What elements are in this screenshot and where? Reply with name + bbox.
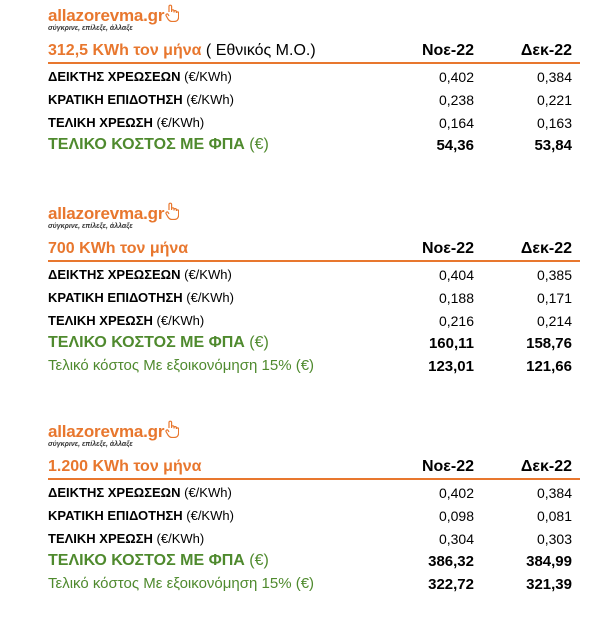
- value-nov: 0,098: [438, 508, 474, 524]
- value-dec: 384,99: [526, 553, 572, 570]
- row-label: gr: [147, 422, 165, 441]
- pointing-hand-icon: [165, 202, 179, 225]
- value-nov: 0,304: [438, 531, 474, 547]
- row-label: ΤΕΛΙΚΗ ΧΡΕΩΣΗ: [48, 313, 153, 328]
- savings-row: [48, 354, 580, 377]
- row-label: σύγκρινε, επίλεξε, άλλαξε: [48, 441, 133, 448]
- value-dec: 321,39: [526, 576, 572, 593]
- table-row: [48, 308, 580, 331]
- table-header: [48, 238, 580, 262]
- logo: allazorevma.gr σύγκρινε, επίλεξε, άλλαξε: [48, 6, 580, 40]
- value-nov: 0,404: [438, 267, 474, 283]
- value-nov: 0,216: [438, 313, 474, 329]
- row-unit: (€/KWh): [156, 313, 205, 328]
- logo: allazorevma.gr σύγκρινε, επίλεξε, άλλαξε: [48, 422, 580, 456]
- value-dec: 0,384: [536, 69, 572, 85]
- table-title: [48, 42, 316, 60]
- row-unit: (€/KWh): [184, 485, 232, 500]
- table-header: [48, 456, 580, 480]
- value-dec: 0,385: [536, 267, 572, 283]
- value-dec: 0,384: [536, 485, 572, 501]
- row-label: gr: [147, 204, 165, 223]
- row-label: 312,5 KWh τον μήνα: [48, 42, 202, 59]
- value-dec: 0,221: [536, 92, 572, 108]
- value-dec: 0,171: [536, 290, 572, 306]
- value-nov: 386,32: [428, 553, 474, 570]
- value-nov: 0,238: [438, 92, 474, 108]
- table-row: [48, 262, 580, 285]
- total-row: [48, 549, 580, 572]
- value-dec: 0,214: [536, 313, 572, 329]
- value-nov: 0,164: [438, 115, 474, 131]
- table-block-1: [48, 6, 580, 156]
- value-dec: 121,66: [526, 358, 572, 375]
- row-unit: (€): [244, 136, 269, 153]
- value-nov: 322,72: [428, 576, 474, 593]
- logo-brand: allazorevma: [48, 6, 144, 25]
- row-unit: (€): [244, 552, 269, 569]
- row-label: ΚΡΑΤΙΚΗ ΕΠΙΔΟΤΗΣΗ: [48, 508, 183, 523]
- value-dec: 0,081: [536, 508, 572, 524]
- logo-tld: gr: [147, 6, 165, 25]
- row-unit: (€): [244, 334, 269, 351]
- row-label: ΔΕΙΚΤΗΣ ΧΡΕΩΣΕΩΝ: [48, 69, 181, 84]
- table-title: 700 KWh τον μήνα: [48, 240, 189, 257]
- row-label: ΔΕΙΚΤΗΣ ΧΡΕΩΣΕΩΝ: [48, 485, 181, 500]
- row-label: ΚΡΑΤΙΚΗ ΕΠΙΔΟΤΗΣΗ: [48, 92, 183, 107]
- row-unit: (€/KWh): [156, 115, 205, 130]
- logo-tagline: σύγκρινε, επίλεξε, άλλαξε: [48, 25, 133, 32]
- value-nov: 54,36: [436, 137, 474, 154]
- table-row: [48, 503, 580, 526]
- pointing-hand-icon: [165, 420, 179, 443]
- table-row: [48, 64, 580, 87]
- table-row: [48, 480, 580, 503]
- row-unit: (€/KWh): [186, 508, 234, 523]
- table-row: [48, 526, 580, 549]
- total-row: [48, 331, 580, 354]
- row-label: Τελικό κόστος Με εξοικονόμηση 15% (€): [48, 357, 315, 374]
- value-dec: 0,303: [536, 531, 572, 547]
- table-block-3: [48, 422, 580, 595]
- table-row: [48, 110, 580, 133]
- value-nov: 0,188: [438, 290, 474, 306]
- row-label: allazorevma: [48, 204, 144, 223]
- row-unit: (€/KWh): [184, 267, 232, 282]
- value-nov: 123,01: [428, 358, 474, 375]
- table-header: [48, 40, 580, 64]
- table-row: [48, 87, 580, 110]
- row-unit: (€/KWh): [156, 531, 205, 546]
- table-title: 1.200 KWh τον μήνα: [48, 458, 202, 475]
- column-header-nov: Νοε-22: [421, 240, 474, 257]
- value-nov: 0,402: [438, 69, 474, 85]
- row-unit: (€/KWh): [186, 92, 234, 107]
- row-label: Τελικό κόστος Με εξοικονόμηση 15% (€): [48, 575, 315, 592]
- logo: allazorevma.gr σύγκρινε, επίλεξε, άλλαξε: [48, 204, 580, 238]
- column-header-dec: Δεκ-22: [520, 42, 572, 59]
- row-label: ΔΕΙΚΤΗΣ ΧΡΕΩΣΕΩΝ: [48, 267, 181, 282]
- row-unit: (€/KWh): [186, 290, 234, 305]
- column-header-nov: Νοε-22: [421, 42, 474, 59]
- value-dec: 158,76: [526, 335, 572, 352]
- table-title-extra: ( Εθνικός Μ.Ο.): [201, 42, 316, 59]
- row-label: ΤΕΛΙΚΗ ΧΡΕΩΣΗ: [48, 531, 153, 546]
- column-header-dec: Δεκ-22: [520, 458, 572, 475]
- row-label: σύγκρινε, επίλεξε, άλλαξε: [48, 223, 133, 230]
- column-header-dec: Δεκ-22: [520, 240, 572, 257]
- value-dec: 53,84: [534, 137, 572, 154]
- pointing-hand-icon: [165, 4, 179, 27]
- value-nov: 160,11: [428, 335, 474, 352]
- savings-row: [48, 572, 580, 595]
- table-block-2: [48, 204, 580, 377]
- row-label: ΤΕΛΙΚΟ ΚΟΣΤΟΣ ΜΕ ΦΠΑ: [48, 334, 245, 351]
- row-unit: (€/KWh): [184, 69, 232, 84]
- row-label: ΤΕΛΙΚΟ ΚΟΣΤΟΣ ΜΕ ΦΠΑ: [48, 136, 245, 153]
- row-label: allazorevma: [48, 422, 144, 441]
- row-label: ΚΡΑΤΙΚΗ ΕΠΙΔΟΤΗΣΗ: [48, 290, 183, 305]
- value-dec: 0,163: [536, 115, 572, 131]
- value-nov: 0,402: [438, 485, 474, 501]
- table-row: [48, 285, 580, 308]
- row-label: ΤΕΛΙΚΟ ΚΟΣΤΟΣ ΜΕ ΦΠΑ: [48, 552, 245, 569]
- total-row: [48, 133, 580, 156]
- column-header-nov: Νοε-22: [421, 458, 474, 475]
- row-label: ΤΕΛΙΚΗ ΧΡΕΩΣΗ: [48, 115, 153, 130]
